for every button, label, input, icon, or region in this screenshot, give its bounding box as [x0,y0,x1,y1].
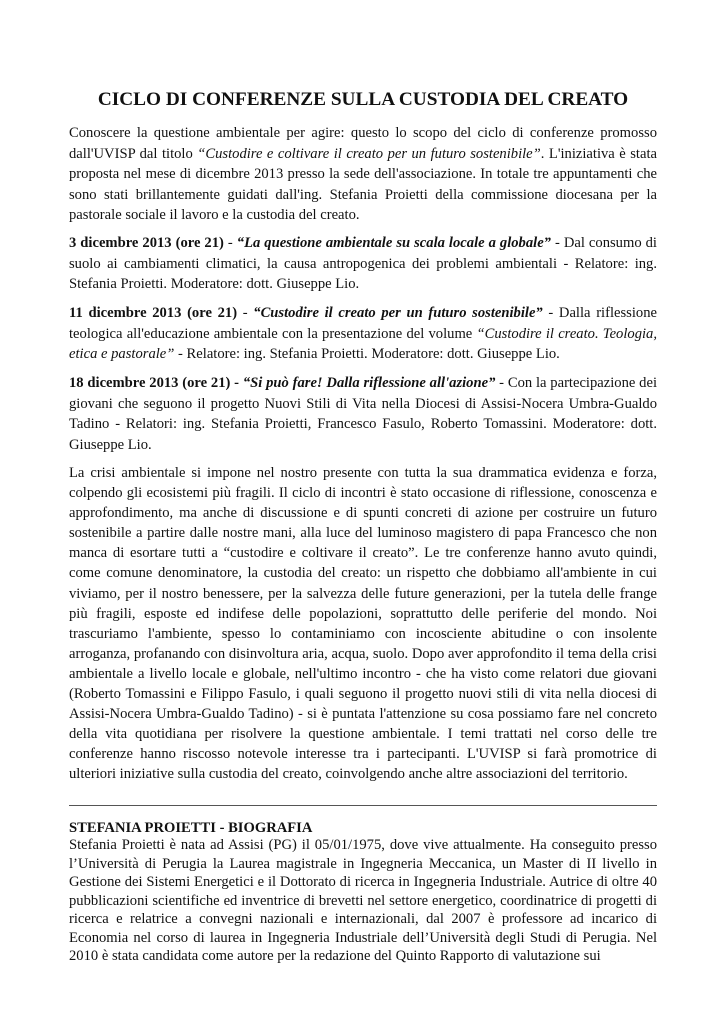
event-3-title: “Si può fare! Dalla riflessione all'azione” [242,375,496,391]
event-3-date: 18 dicembre 2013 (ore 21) - [69,375,243,391]
event-1-title: “La questione ambientale su scala locale a globale” [236,235,551,251]
event-1-paragraph [69,233,657,295]
event-2-paragraph [69,303,657,365]
event-1-separator: - [223,235,237,251]
event-2-description-b: - Relatore: ing. Stefania Proietti. Moderatore: dott. Giuseppe Lio. [174,346,560,363]
event-1-description: - Dal consumo di suolo ai cambiamenti climatici, la causa antropogenica dei problemi ambientali - Relatore: ing. Stefania Proietti. Moderatore: dott. Giuseppe Lio. [69,235,657,293]
event-2-title: “Custodire il creato per un futuro sostenibile” [253,305,543,321]
intro-paragraph [69,123,657,226]
event-3-paragraph [69,373,657,455]
event-2-description-a: - Dalla riflessione teologica all'educazione ambientale con la presentazione del volume [69,305,657,342]
bio-heading: STEFANIA PROIETTI - BIOGRAFIA [69,820,313,836]
event-2-separator: - [237,305,254,321]
body-paragraph: La crisi ambientale si impone nel nostro presente con tutta la sua drammatica evidenza e forza, colpendo gli ecosistemi più fragili. Il ciclo di incontri è stato occasione di riflessione, conoscenza e approfondimento, ma anche di discussione e di spunti concreti di azione per costruire un futuro sostenibile a partire dalle nostre mani, alla luce del luminoso magistero di papa Francesco che non manca di esortare tutti a “custodire e coltivare il creato”. Le tre conferenze hanno avuto quindi, come comune denominatore, la custodia del creato: un rispetto che dobbiamo all'ambiente in cui viviamo, per il nostro benessere, per la salvezza delle future generazioni, per la tutela delle frange più fragili, esposte ed indifese delle popolazioni, soprattutto delle periferie del mondo. Noi trascuriamo l'ambiente, spesso lo contaminiamo con incosciente abitudine o con insolente arroganza, profanando con disinvoltura aria, acqua, suolo. Dopo aver approfondito il tema della crisi ambientale a livello locale e globale, nell'ultimo incontro - che ha visto come relatori due giovani (Roberto Tomassini e Filippo Fasulo, i quali seguono il progetto nuovi stili di vita nella diocesi di Assisi-Nocera Umbra-Gualdo Tadino) - si è puntata l'attenzione su cosa possiamo fare nel concreto della vita quotidiana per risolvere la questione ambientale. I temi trattati nel corso delle tre conferenze hanno riscosso notevole interesse tra i partecipanti. L'UVISP si farà promotrice di ulteriori iniziative sulla custodia del creato, coinvolgendo anche altre associazioni del territorio. [69,465,657,783]
intro-text-b: . L'iniziativa è stata proposta nel mese di dicembre 2013 presso la sede dell'associazione. In totale tre appuntamenti che sono stati brillantemente guidati dall'ing. Stefania Proietti della commissione diocesana per la pastorale sociale il lavoro e la custodia del creato. [69,145,657,224]
intro-series-title: “Custodire e coltivare il creato per un futuro sostenibile” [197,145,541,162]
bio-paragraph: Stefania Proietti è nata ad Assisi (PG) il 05/01/1975, dove vive attualmente. Ha conseguito presso l’Università di Perugia la Laurea magistrale in Ingegneria Meccanica, un Master di II livello in Gestione dei Sistemi Energetici e il Dottorato di ricerca in Ingegneria Industriale. Autrice di oltre 40 pubblicazioni scientifiche ed inventrice di brevetti nel settore energetico, coordinatrice di progetti di ricerca e relatrice a convegni nazionali e internazionali, dal 2007 è professore ad incarico di Economia nel corso di laurea in Ingegneria Industriale dell’Università degli Studi di Perugia. Nel 2010 è stata candidata come autore per la redazione del Quinto Rapporto di valutazione sui [69,837,657,964]
event-1-date: 3 dicembre 2013 (ore 21) [69,235,224,251]
event-3-description: - Con la partecipazione dei giovani che seguono il progetto Nuovi Stili di Vita nella Diocesi di Assisi-Nocera Umbra-Gualdo Tadino - Relatori: ing. Stefania Proietti, Francesco Fasulo, Roberto Tomassini. Moderatore: dott. Giuseppe Lio. [69,375,657,453]
intro-text-a: Conoscere la questione ambientale per agire: questo lo scopo del ciclo di conferenze promosso dall'UVISP dal titolo [69,125,657,162]
page-title: CICLO DI CONFERENZE SULLA CUSTODIA DEL CREATO [97,89,629,110]
section-divider [69,805,657,806]
event-2-date: 11 dicembre 2013 (ore 21) [69,305,238,321]
event-2-book-title: “Custodire il creato. Teologia, etica e pastorale” [69,325,658,363]
